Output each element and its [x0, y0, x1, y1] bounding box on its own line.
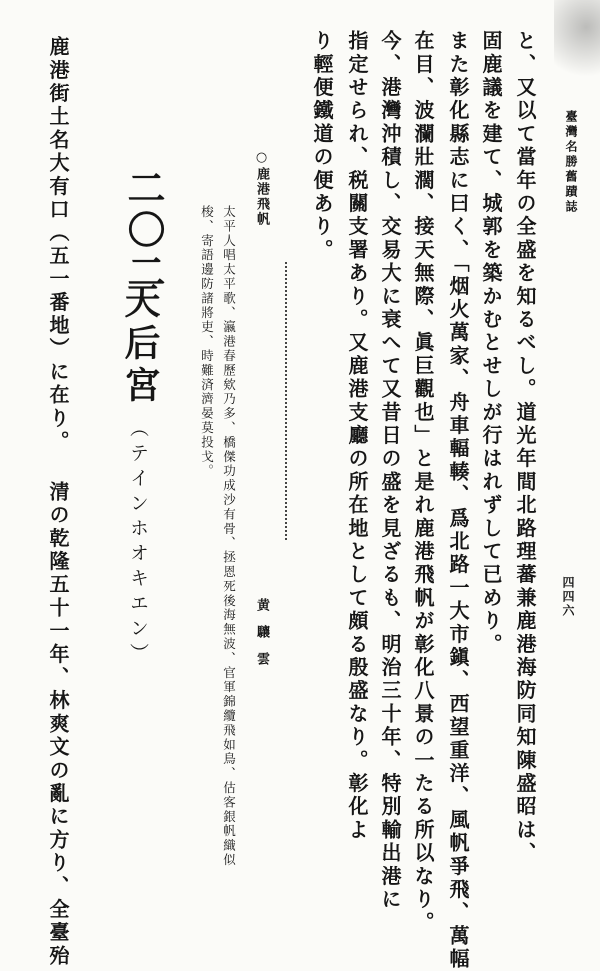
page-number: 四四六 [561, 576, 575, 618]
poem-title: ○鹿港飛帆 [254, 150, 269, 227]
section-title: 天后宮 [119, 282, 161, 408]
section-reading: （テインホオキエン） [127, 418, 149, 668]
body-line: 鹿港街土名大有口（五一番地）に在り。 清の乾隆五十一年、林爽文の亂に方り、全臺殆 [46, 36, 70, 968]
section-number: 二〇二 [121, 168, 165, 294]
divider-rule [285, 262, 287, 540]
body-line: り輕便鐵道の便あり。 [310, 30, 334, 262]
body-line: 在目、波瀾壯濶、接天無際、眞巨觀也」と是れ鹿港飛帆が彰化八景の一たる所以なり。 [411, 30, 435, 935]
body-line: 固鹿議を建て、城郭を築かむとせしが行はれずして已めり。 [479, 30, 503, 657]
body-line: 今、港灣沖積し、交易大に衰へて又昔日の盛を見ざるも、明治三十年、特別輸出港に [378, 30, 402, 912]
poem-line: 太平人唱太平歌、瀛港春歷欸乃多、橋傑功成沙有骨、拯恩死後海無波、官軍錦纜飛如鳥、估客銀帆織似 [221, 205, 237, 868]
body-line: と、又以て當年の全盛を知るべし。道光年間北路理蕃兼鹿港海防同知陳盛昭は、 [513, 30, 537, 866]
body-line: また彰化縣志に曰く、「烟火萬家、舟車輻輳、爲北路一大市鎭、西望重洋、風帆爭飛、萬幅 [446, 30, 470, 971]
running-title: 臺灣名勝舊蹟誌 [564, 110, 578, 215]
poem-author: 黄驤雲 [254, 598, 269, 679]
poem-line: 梭、寄語邊防諸將吏、時難済濟晏莫投戈。 [199, 205, 215, 479]
body-line: 指定せられ、税關支署あり。又鹿港支廳の所在地として頗る殷盛なり。彰化よ [345, 30, 369, 842]
scan-smudge [554, 0, 600, 90]
